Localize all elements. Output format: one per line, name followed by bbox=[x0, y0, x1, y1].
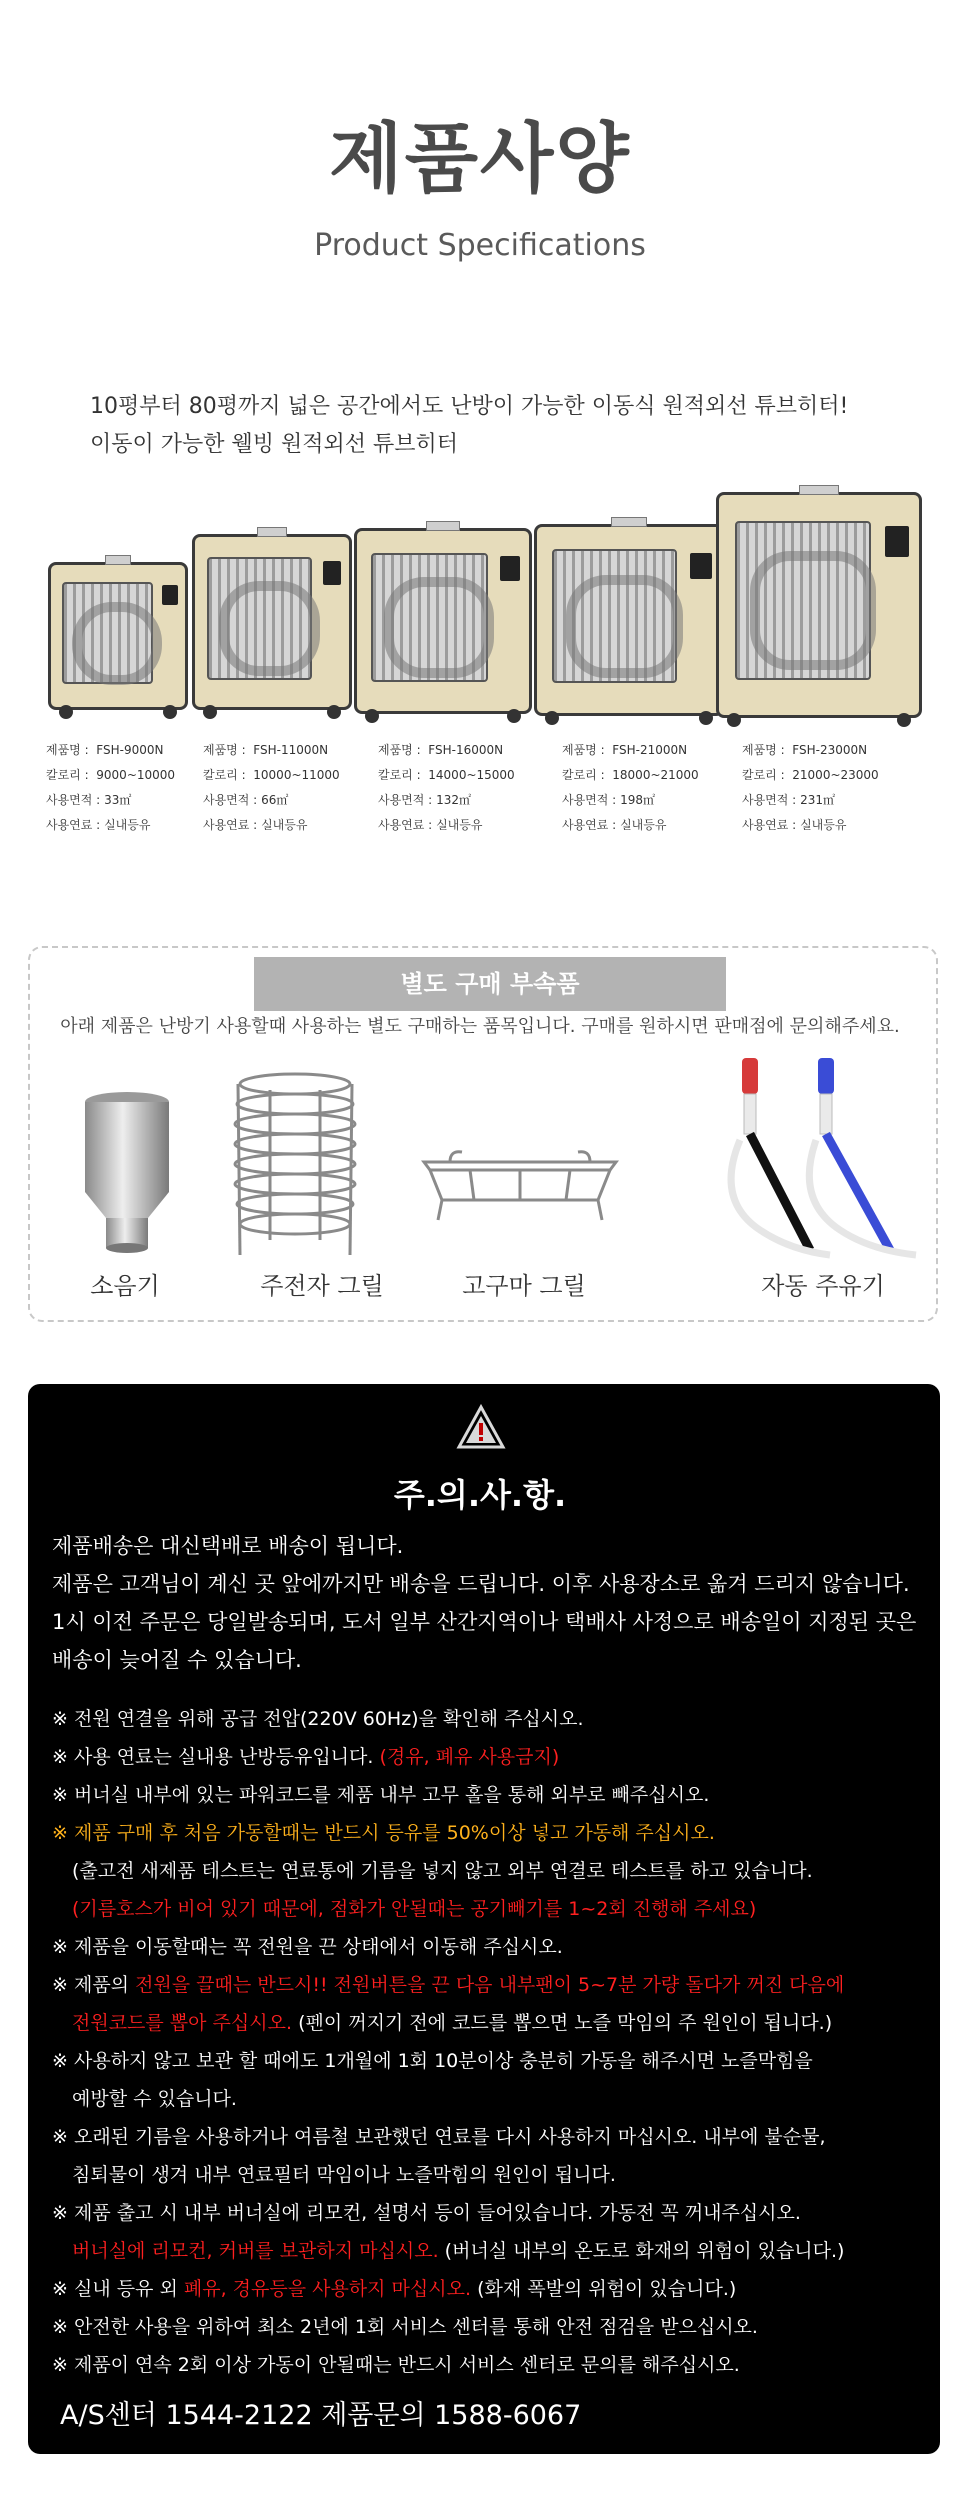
delivery-line: 제품배송은 대신택배로 배송이 됩니다. bbox=[52, 1534, 404, 1558]
notice-line: ※ 사용하지 않고 보관 할 때에도 1개월에 1회 10분이상 충분히 가동을 해주시면 노즐막힘을 bbox=[52, 2050, 813, 2072]
heater-image-fsh-23000n bbox=[716, 492, 922, 718]
intro-line-2: 이동이 가능한 웰빙 원적외선 튜브히터 bbox=[90, 432, 459, 457]
notice-line: 전원코드를 뽑아 주십시오. (펜이 꺼지기 전에 코드를 뽑으면 노즐 막임의 주 원인이 됩니다.) bbox=[72, 2012, 833, 2034]
heater-image-fsh-11000n bbox=[192, 534, 352, 710]
notice-line: ※ 사용 연료는 실내용 난방등유입니다. (경유, 폐유 사용금지) bbox=[52, 1746, 560, 1768]
notice-line: ※ 버너실 내부에 있는 파워코드를 제품 내부 고무 홀을 통해 외부로 빼주십시오. bbox=[52, 1784, 710, 1806]
notice-line: ※ 안전한 사용을 위하여 최소 2년에 1회 서비스 센터를 통해 안전 점검을 받으십시오. bbox=[52, 2316, 758, 2338]
sweet-potato-grill-image bbox=[420, 1150, 620, 1230]
notice-line: 예방할 수 있습니다. bbox=[72, 2088, 237, 2110]
notice-line: ※ 제품 구매 후 처음 가동할때는 반드시 등유를 50%이상 넣고 가동해 주십시오. bbox=[52, 1822, 715, 1844]
notice-line: ※ 제품이 연속 2회 이상 가동이 안될때는 반드시 서비스 센터로 문의를 해주십시오. bbox=[52, 2354, 740, 2376]
notice-line: (기름호스가 비어 있기 때문에, 점화가 안될때는 공기빼기를 1~2회 진행해 주세요) bbox=[72, 1898, 757, 1920]
notice-line: 버너실에 리모컨, 커버를 보관하지 마십시오. (버너실 내부의 온도로 화재의 위험이 있습니다.) bbox=[72, 2240, 845, 2262]
delivery-line: 1시 이전 주문은 당일발송되며, 도서 일부 산간지역이나 택배사 사정으로 배송일이 지정된 곳은 bbox=[52, 1610, 917, 1634]
page-subtitle: Product Specifications bbox=[314, 228, 646, 263]
contact-info: A/S센터 1544-2122 제품문의 1588-6067 bbox=[60, 2400, 582, 2431]
heater-image-fsh-9000n bbox=[48, 562, 188, 710]
spec-fsh-9000n: 제품명 : FSH-9000N 칼로리 : 9000~10000 사용면적 : 33㎡ 사용연료 : 실내등유 bbox=[46, 743, 176, 832]
kettle-grill-image bbox=[230, 1070, 360, 1260]
heater-image-fsh-21000n bbox=[534, 524, 724, 716]
notice-line: ※ 제품 출고 시 내부 버너실에 리모컨, 설명서 등이 들어있습니다. 가동전 꼭 꺼내주십시오. bbox=[52, 2202, 801, 2224]
notice-line: 침퇴물이 생겨 내부 연료필터 막임이나 노즐막힘의 원인이 됩니다. bbox=[72, 2164, 616, 2186]
auto-fuel-pump-image bbox=[720, 1050, 920, 1260]
notice-line: ※ 오래된 기름을 사용하거나 여름철 보관했던 연료를 다시 사용하지 마십시오. 내부에 불순물, bbox=[52, 2126, 826, 2148]
product-intro bbox=[90, 388, 848, 464]
spec-fsh-21000n: 제품명 : FSH-21000N 칼로리 : 18000~21000 사용면적 : 198㎡ 사용연료 : 실내등유 bbox=[562, 743, 699, 832]
heater-image-fsh-16000n bbox=[354, 528, 532, 714]
spec-fsh-23000n: 제품명 : FSH-23000N 칼로리 : 21000~23000 사용면적 : 231㎡ 사용연료 : 실내등유 bbox=[742, 743, 879, 832]
delivery-line: 제품은 고객님이 계신 곳 앞에까지만 배송을 드립니다. 이후 사용장소로 옮겨 드리지 않습니다. bbox=[52, 1572, 910, 1596]
muffler-image bbox=[72, 1090, 182, 1260]
caution-heading: 주.의.사.항. bbox=[393, 1476, 567, 1514]
notice-line: ※ 제품을 이동할때는 꼭 전원을 끈 상태에서 이동해 주십시오. bbox=[52, 1936, 563, 1958]
accessories-title: 별도 구매 부속품 bbox=[254, 957, 726, 1011]
accessory-label-muffler: 소음기 bbox=[90, 1272, 160, 1300]
accessory-label-sweet-potato-grill: 고구마 그릴 bbox=[462, 1272, 586, 1300]
delivery-line: 배송이 늦어질 수 있습니다. bbox=[52, 1648, 302, 1672]
intro-line-1: 10평부터 80평까지 넓은 공간에서도 난방이 가능한 이동식 원적외선 튜브히터! bbox=[90, 394, 849, 419]
notice-line: (출고전 새제품 테스트는 연료통에 기름을 넣지 않고 외부 연결로 테스트를 하고 있습니다. bbox=[72, 1860, 813, 1882]
warning-triangle-icon bbox=[456, 1404, 506, 1450]
spec-fsh-16000n: 제품명 : FSH-16000N 칼로리 : 14000~15000 사용면적 : 132㎡ 사용연료 : 실내등유 bbox=[378, 743, 515, 832]
accessory-label-kettle-grill: 주전자 그릴 bbox=[260, 1272, 384, 1300]
notice-line: ※ 전원 연결을 위해 공급 전압(220V 60Hz)을 확인해 주십시오. bbox=[52, 1708, 584, 1730]
spec-fsh-11000n: 제품명 : FSH-11000N 칼로리 : 10000~11000 사용면적 : 66㎡ 사용연료 : 실내등유 bbox=[203, 743, 340, 832]
page-title: 제품사양 bbox=[329, 114, 631, 203]
notice-line: ※ 제품의 전원을 끌때는 반드시!! 전원버튼을 끈 다음 내부팬이 5~7분 가량 돌다가 꺼진 다음에 bbox=[52, 1974, 845, 1996]
accessory-label-auto-fuel-pump: 자동 주유기 bbox=[761, 1272, 885, 1300]
notice-line: ※ 실내 등유 외 폐유, 경유등을 사용하지 마십시오. (화재 폭발의 위험이 있습니다.) bbox=[52, 2278, 737, 2300]
accessories-description: 아래 제품은 난방기 사용할때 사용하는 별도 구매하는 품목입니다. 구매를 원하시면 판매점에 문의해주세요. bbox=[60, 1016, 900, 1037]
